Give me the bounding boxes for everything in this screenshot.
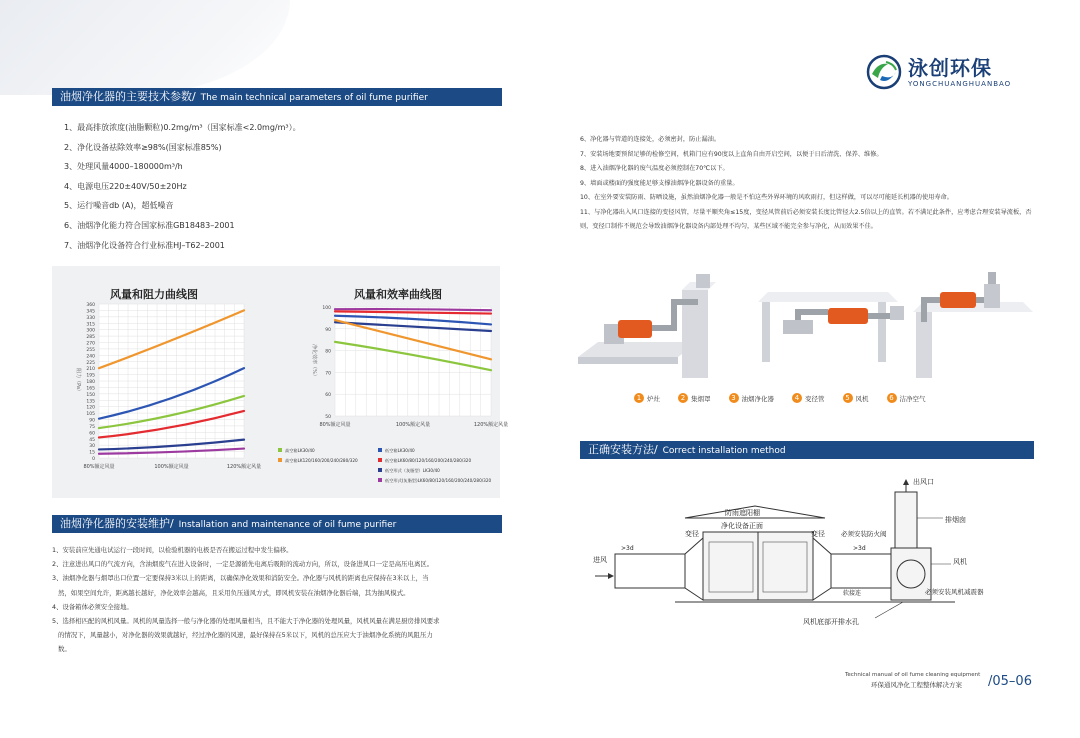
logo-emblem-icon	[866, 54, 902, 90]
damper-label: 必须安装风机减震器	[925, 588, 984, 596]
chart1-y-tick-label: 120	[86, 405, 95, 411]
chart1-y-tick-label: 75	[89, 424, 95, 430]
spec-item: 7、油烟净化设备符合行业标准HJ–T62–2001	[64, 240, 225, 250]
chart1-y-tick-label: 240	[86, 354, 95, 360]
chart2-x-tick-label: 120%额定风量	[473, 422, 509, 428]
spec-item: 3、处理风量4000–180000m³/h	[64, 162, 183, 172]
shelter-label: 防雨遮阳棚	[725, 509, 760, 517]
chart1-y-tick-label: 15	[89, 450, 95, 456]
note-item: 6、净化器与管道的连接处，必须密封，防止漏油。	[580, 136, 721, 143]
chart1-y-tick-label: 270	[86, 341, 95, 347]
chart1-x-tick-label: 80%额定风量	[83, 464, 115, 470]
chart2-legend-swatch	[378, 478, 382, 482]
chart2-legend-swatch	[378, 448, 382, 452]
equipment-front-label: 净化设备正面	[721, 522, 763, 530]
chart1-y-tick-label: 90	[89, 418, 95, 424]
installation-diagram	[585, 472, 1035, 637]
section-title-cn: 油烟净化器的主要技术参数/	[60, 90, 196, 103]
footer-title-cn: 环保通风净化工程整体解决方案	[871, 681, 962, 689]
section-title-installation	[52, 515, 502, 533]
chart1-y-tick-label: 195	[86, 373, 95, 379]
chart1-y-tick-label: 135	[86, 399, 95, 405]
note-item: 7、安装场地要预留足够的检修空间，机箱门应有90度以上直角自由开启空间，以便于日后清洗、保养、维修。	[580, 150, 883, 158]
chart2-legend-label: 低空形式(灰脂型)LK60/80/120/160/200/240/280/320	[385, 478, 492, 483]
chart1-legend-swatch	[278, 448, 282, 452]
reducer-left-label: 变径	[685, 530, 699, 538]
chimney-label: 排烟囱	[945, 516, 966, 524]
chart2-y-axis-label: 净化效率（%）	[311, 344, 317, 379]
scene-ceiling-mounted	[758, 292, 904, 362]
dist-right-label: >3d	[853, 545, 866, 552]
brand-logo	[866, 52, 1031, 92]
chart2-y-tick-label: 50	[325, 415, 331, 420]
chart2-legend-label: 低空形式（灰脂型）LK30/40	[385, 468, 440, 473]
logo-text-en: YONGCHUANGHUANBAO	[908, 80, 1012, 88]
chart1-y-tick-label: 30	[89, 444, 95, 450]
installation-illustrations	[578, 262, 1038, 380]
legend-item: 4 变径管	[792, 391, 825, 405]
scene-rooftop	[913, 272, 1033, 378]
chart1-y-tick-label: 165	[86, 386, 95, 392]
chart2-legend-swatch	[378, 468, 382, 472]
chart1-y-tick-label: 210	[86, 367, 95, 373]
fan-label: 风机	[953, 558, 967, 566]
chart1-y-tick-label: 105	[86, 412, 95, 418]
install-item: 3、油烟净化器与烟罩出口位置一定要保持3米以上的距离，以确保净化效果和消防安全。净化器与风机的距离也应保持在3米以上，当 然，如果空间允许，距离越长越好，净化效率会越高，且采用负压通风方式，即风机安装在油烟净化器后端，其为抽风模式。	[52, 574, 429, 597]
section-title-correct-install	[580, 441, 1034, 459]
chart1-y-tick-label: 45	[89, 437, 95, 443]
chart2-legend-swatch	[378, 458, 382, 462]
install-item: 1、安装前应先通电试运行一段时间，以检验机器的电极是否在搬运过程中发生偏移。	[52, 546, 293, 554]
note-item: 11、与净化器出入风口连接的变径风管，尽量平顺夹角≤15度，变径风管前后必须安装长度比管径大2.5倍以上的直管。若不满足此条件，应考虑合理安装导流板，否则，变径口制作不规范会导致油烟净化器设备内部处理不均匀，某些区域不能完全参与净化，从而效果不佳。	[580, 208, 1032, 230]
spec-item: 1、最高排放浓度(油脂颗粒)0.2mg/m³（国家标准<2.0mg/m³）。	[64, 123, 301, 132]
chart1-svg	[52, 266, 509, 498]
chart1-y-tick-label: 225	[86, 360, 95, 366]
spec-item: 2、净化设备祛除效率≥98%(国家标准85%)	[64, 142, 222, 152]
chart1-y-tick-label: 255	[86, 347, 95, 353]
chart-panel	[52, 266, 509, 498]
legend-item: 6 洁净空气	[887, 391, 926, 405]
chart1-y-axis-label: 阻力（Pa）	[75, 368, 81, 394]
chart1-y-tick-label: 0	[92, 457, 95, 462]
chart1-y-tick-label: 300	[86, 328, 95, 334]
section-title-cn: 油烟净化器的安装维护/	[60, 517, 174, 530]
spec-item: 4、电源电压220±40V/50±20Hz	[64, 181, 187, 191]
footer-title-en: Technical manual of oil fume cleaning equipment	[845, 672, 981, 678]
chart1-x-tick-label: 100%额定风量	[154, 464, 189, 470]
fire-valve-label: 必须安装防火阀	[841, 530, 887, 538]
corner-decoration	[0, 0, 290, 95]
install-list	[52, 543, 502, 657]
section-title-tech-params	[52, 88, 502, 106]
chart1-legend-swatch	[278, 458, 282, 462]
chart1-y-tick-label: 345	[86, 309, 95, 315]
chart1-legend-label: 高空箱LK30/40	[285, 448, 315, 453]
section-title-en: Installation and maintenance of oil fume purifier	[175, 520, 397, 530]
chart1-y-tick-label: 315	[86, 322, 95, 328]
chart2-y-tick-label: 60	[325, 393, 331, 399]
legend-item: 1 炉灶	[634, 391, 660, 405]
section-title-en: Correct installation method	[659, 446, 786, 456]
outlet-label: 出风口	[913, 478, 934, 486]
chart2-series-line	[335, 309, 491, 310]
note-item: 10、在室外要安装防雨、防晒设施，虽然油烟净化器一般是不怕这些外界环境的风吹雨打，但这样做，可以尽可能延长机器的使用寿命。	[580, 194, 953, 201]
spec-item: 5、运行噪音db (A)，超低噪音	[64, 201, 174, 211]
chart2-y-tick-label: 70	[325, 371, 331, 377]
chart1-y-tick-label: 180	[86, 380, 95, 385]
note-item: 9、墙面或楼面的强度能足够支撑油烟净化器设备的重量。	[580, 179, 739, 187]
chart2-legend-label: 低空箱LK30/40	[385, 448, 415, 453]
section-title-cn: 正确安装方法/	[588, 443, 658, 456]
chart1-y-tick-label: 330	[86, 315, 95, 321]
install-item: 2、注意进出风口的气流方向，含油烟废气在进入设备时，一定是源循先电离后吸附的流动方向，所以，设备进风口一定是高压电离区。	[52, 560, 434, 569]
chart2-y-tick-label: 100	[322, 306, 331, 311]
reducer-right-label: 变径	[811, 530, 825, 538]
legend-item: 5 风机	[843, 391, 869, 405]
chart1-y-tick-label: 360	[86, 303, 95, 308]
legend-item: 2 集烟罩	[678, 391, 711, 405]
chart2-y-tick-label: 80	[325, 349, 331, 355]
chart1-x-tick-label: 120%额定风量	[226, 464, 262, 470]
dist-left-label: >3d	[621, 545, 634, 552]
spec-item: 6、油烟净化能力符合国家标准GB18483–2001	[64, 220, 235, 230]
notes-list	[580, 133, 1038, 235]
section-title-en: The main technical parameters of oil fume purifier	[197, 93, 428, 103]
legend-item: 3 油烟净化器	[729, 391, 775, 405]
drain-label: 风机底部开排水孔	[803, 618, 859, 626]
chart2-x-tick-label: 80%额定风量	[319, 422, 351, 428]
chart2-y-tick-label: 90	[325, 327, 331, 333]
soft-connection-label: 软接连	[843, 590, 862, 597]
install-item: 4、设备箱体必须安全接地。	[52, 602, 133, 611]
chart2-legend-label: 低空箱LK60/80/120/160/200/240/280/320	[385, 458, 472, 463]
chart1-y-tick-label: 150	[86, 392, 95, 398]
install-item: 5、选择相匹配的风机风量。风机的风量选择一般与净化器的处理风量相当，且不能大于净化器的处理风量，风机风量在满足厨房排风要求 的情况下，风量越小，对净化器的效果就越好，经过净化器的风速，最好保持在5米以下，风机的总压应大于油烟净化系统的风阻压力 数。	[52, 617, 440, 654]
page-numbers: /05–06	[988, 674, 1032, 689]
scene-wall-mounted	[578, 274, 716, 378]
chart2-x-tick-label: 100%额定风量	[395, 422, 431, 428]
spec-list	[64, 118, 301, 255]
chart2-title: 风量和效率曲线图	[354, 288, 442, 301]
component-legend	[634, 391, 926, 405]
chart1-y-tick-label: 285	[86, 335, 95, 341]
chimney	[895, 492, 917, 548]
logo-text-cn: 泳创环保	[908, 56, 992, 80]
chart1-title: 风量和阻力曲线图	[110, 288, 198, 301]
inlet-label: 进风	[593, 556, 607, 564]
note-item: 8、进入油烟净化器的废气温度必须控制在70℃以下。	[580, 165, 729, 172]
chart1-legend-label: 高空箱LK120/160/200/240/280/320	[285, 458, 358, 463]
chart1-y-tick-label: 60	[89, 431, 95, 437]
